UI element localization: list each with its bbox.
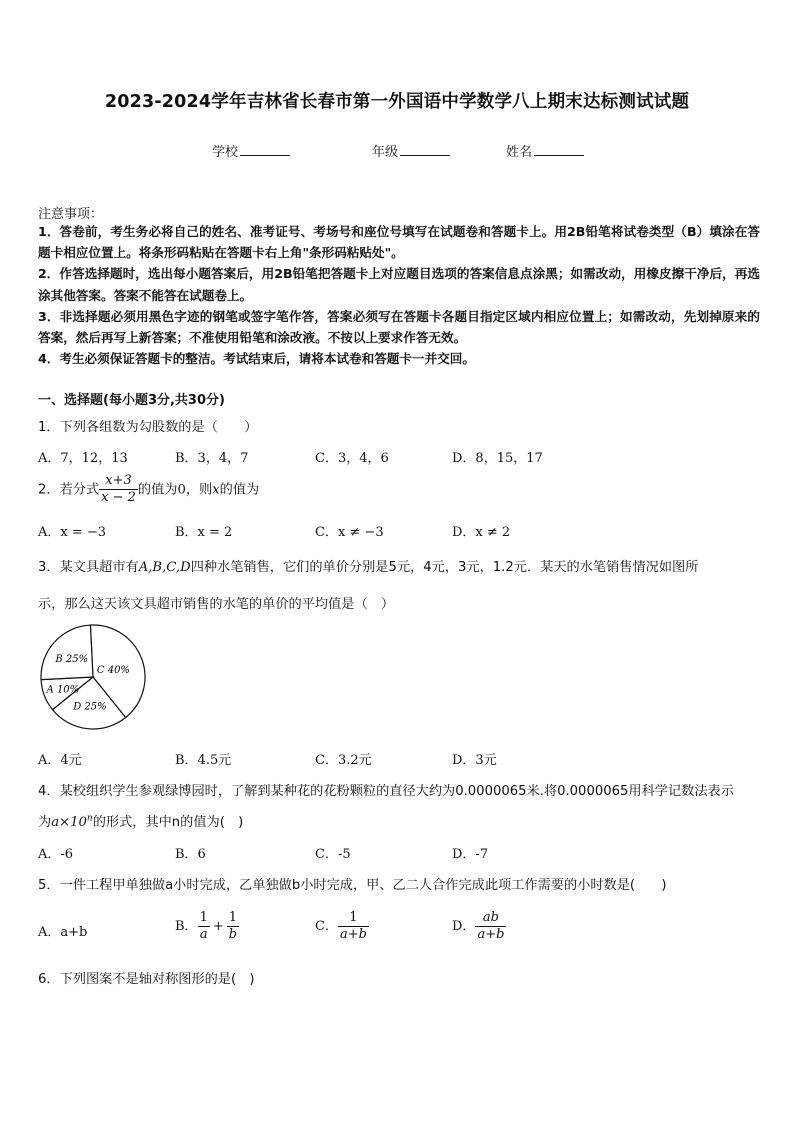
- question-1-option-b: B．3，4，7: [175, 451, 249, 466]
- pie-chart: [38, 622, 148, 732]
- page-title: 2023-2024学年吉林省长春市第一外国语中学数学八上期末达标测试试题: [104, 92, 690, 112]
- q5-c-frac: [338, 910, 369, 943]
- question-2-option-b: B．x = 2: [175, 525, 233, 540]
- question-5-option-b: [175, 910, 239, 943]
- q5-b-frac1: [198, 910, 210, 943]
- question-5-option-a: A．a+b: [38, 925, 88, 940]
- question-1-option-d: D．8，15，17: [452, 451, 543, 466]
- q2-fraction-denominator: x − 2: [101, 490, 136, 505]
- q2-stem-mid2: ，则: [185, 482, 213, 498]
- question-6-stem: 6．下列图案不是轴对称图形的是( ): [38, 972, 255, 987]
- q5-b-frac2-num: 1: [227, 910, 239, 927]
- question-5-option-c: [315, 910, 369, 943]
- q5-c-label: C．: [315, 919, 338, 934]
- notes-heading: 注意事项：: [38, 207, 104, 222]
- q4-stem-pre: 为: [38, 815, 52, 830]
- grade-blank: [400, 143, 450, 156]
- q5-d-den: a+b: [477, 927, 505, 942]
- question-3-stem-line2: 示，那么这天该文具超市销售的水笔的单价的平均值是（ ）: [38, 597, 395, 612]
- question-1-option-a: A．7，12，13: [38, 451, 128, 466]
- name-blank: [534, 143, 584, 156]
- question-5-stem: 5．一件工程甲单独做a小时完成，乙单独做b小时完成，甲、乙二人合作完成此项工作需要的小时数是( ): [38, 878, 667, 893]
- question-2-option-c: C．x ≠ −3: [315, 525, 384, 540]
- question-2-stem: [38, 473, 259, 506]
- pie-slice-label: B 25%: [55, 653, 89, 665]
- question-3-option-d: D．3元: [452, 753, 497, 768]
- q5-c-num: 1: [338, 910, 369, 927]
- question-1-stem: 1．下列各组数为勾股数的是（ ）: [38, 420, 258, 435]
- q5-d-label: D．: [452, 919, 476, 934]
- q2-stem-mid: 的值为: [137, 482, 178, 498]
- pie-slice-b: [41, 625, 93, 680]
- pie-slice-label: A 10%: [46, 684, 80, 696]
- pie-slice-label: D 25%: [73, 701, 107, 713]
- question-4-option-b: B．6: [175, 847, 206, 862]
- question-4-stem-line1: 4．某校组织学生参观绿博园时，了解到某种花的花粉颗粒的直径大约为0.0000065米.将0.0000065用科学记数法表示: [38, 784, 734, 799]
- school-blank: [240, 143, 290, 156]
- q3-stem-post: 四种水笔销售，它们的单价分别是5元，4元，3元，1.2元．某天的水笔销售情况如图所: [190, 560, 699, 575]
- question-4-stem-line2: [38, 811, 243, 830]
- notes-list: [38, 221, 760, 369]
- pie-slice-label: C 40%: [96, 665, 130, 677]
- q5-b-frac2-den: b: [228, 927, 238, 942]
- question-5-option-d: [452, 910, 506, 943]
- note-item: 3．非选择题必须用黑色字迹的钢笔或签字笔作答，答案必须写在答题卡各题目指定区域内相应位置上；如需改动，先划掉原来的答案，然后再写上新答案；不准使用铅笔和涂改液。不按以上要求作答无效。: [38, 308, 760, 346]
- q2-zero: 0: [177, 482, 186, 498]
- question-4-option-d: D．-7: [452, 847, 489, 862]
- q5-b-frac1-den: a: [199, 927, 208, 942]
- note-item: 4．考生必须保证答题卡的整洁。考试结束后，请将本试卷和答题卡一并交回。: [38, 351, 475, 367]
- question-3-stem-line1: [38, 556, 698, 575]
- question-3-option-b: B．4.5元: [175, 753, 232, 768]
- name-field: [506, 141, 584, 160]
- note-item: 2．作答选择题时，选出每小题答案后，用2B铅笔把答题卡上对应题目选项的答案信息点涂黑；如需改动，用橡皮擦干净后，再选涂其他答案。答案不能答在试题卷上。: [38, 266, 760, 303]
- question-1-option-c: C．3，4，6: [315, 451, 389, 466]
- grade-label: 年级: [372, 145, 399, 160]
- q3-letters: A,B,C,D: [138, 560, 191, 575]
- q5-b-plus: +: [212, 919, 224, 934]
- q5-b-label: B．: [175, 919, 198, 934]
- question-4-option-c: C．-5: [315, 847, 351, 862]
- grade-field: [372, 141, 450, 160]
- name-label: 姓名: [506, 145, 533, 160]
- q4-sci-exp: n: [86, 813, 93, 824]
- q5-b-frac2: [227, 910, 239, 943]
- question-3-option-a: A．4元: [38, 753, 82, 768]
- q5-c-den: a+b: [339, 927, 367, 942]
- note-item: 1．答卷前，考生务必将自己的姓名、准考证号、考场号和座位号填写在试题卷和答题卡上。用2B铅笔将试卷类型（B）填涂在答题卡相应位置上。将条形码粘贴在答题卡右上角"条形码粘贴处"。: [38, 224, 760, 261]
- q5-d-num: ab: [475, 910, 506, 927]
- question-3-option-c: C．3.2元: [315, 753, 372, 768]
- q2-fraction-numerator: x+3: [99, 473, 138, 490]
- q2-stem-pre: 2．若分式: [38, 482, 100, 498]
- q4-stem-post: 的形式，其中n的值为( ): [92, 815, 244, 830]
- q5-d-frac: [475, 910, 506, 943]
- school-field: [212, 141, 290, 160]
- question-2-option-d: D．x ≠ 2: [452, 525, 511, 540]
- q3-stem-pre: 3．某文具超市有: [38, 560, 139, 575]
- q5-b-frac1-num: 1: [199, 910, 208, 925]
- school-label: 学校: [212, 145, 239, 160]
- q2-fraction: [99, 473, 138, 506]
- question-2-option-a: A．x = −3: [38, 525, 107, 540]
- section-heading: 一、选择题(每小题3分,共30分): [38, 393, 225, 408]
- q4-sci: a×10: [51, 815, 87, 830]
- question-4-option-a: A．-6: [38, 847, 74, 862]
- q2-stem-post: 的值为: [219, 482, 260, 498]
- q2-var: x: [212, 482, 220, 498]
